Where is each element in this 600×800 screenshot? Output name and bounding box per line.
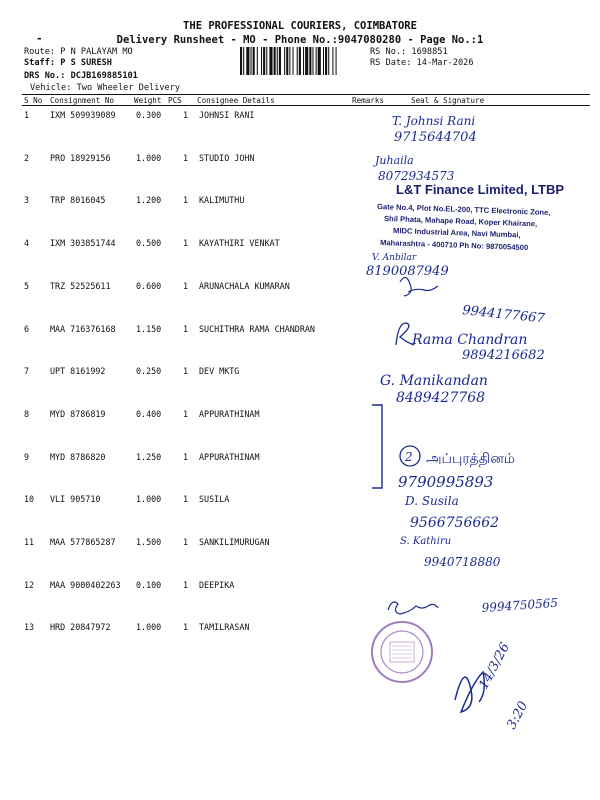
barcode-bar xyxy=(316,47,317,75)
row7-sign-phone: 8489427768 xyxy=(396,390,486,406)
row-sno: 2 xyxy=(24,152,30,163)
row-sno: 10 xyxy=(24,494,35,505)
row-sno: 4 xyxy=(24,238,30,249)
row-consignee-name: JOHNSI RANI xyxy=(199,110,255,120)
row-consignee-name: SUSILA xyxy=(199,494,230,505)
header-top-rule xyxy=(22,94,590,95)
row6-sign-phone: 9894216682 xyxy=(462,348,545,363)
stamp-line4: Maharashtra - 400710 Ph No: 9870054500 xyxy=(379,238,529,253)
row10-sign-name: D. Susila xyxy=(405,494,459,508)
row-pcs: 1 xyxy=(183,110,189,120)
row-pcs: 1 xyxy=(183,579,189,590)
row-consignee-name: DEV MKTG xyxy=(199,366,240,377)
runsheet-title: Delivery Runsheet - MO - Phone No.:9047080280 - Page No.:1 xyxy=(116,34,484,46)
barcode-bar xyxy=(323,47,324,75)
row-sno: 12 xyxy=(24,579,35,590)
row-consignment-no: TRP 8016045 xyxy=(50,195,106,206)
barcode-bar xyxy=(289,47,290,75)
row-consignee-name: KAYATHIRI VENKAT xyxy=(199,238,280,249)
row-pcs: 1 xyxy=(183,152,189,163)
row9-circle-number: 2 xyxy=(405,450,413,464)
barcode-bar xyxy=(277,47,278,75)
barcode-bar xyxy=(312,47,313,75)
row-consignee-name: SANKILIMURUGAN xyxy=(199,537,270,547)
signature-overlay xyxy=(360,100,600,800)
rows8-9-bracket xyxy=(372,405,382,488)
row-sno: 6 xyxy=(24,323,30,334)
rs-date-label: RS Date: xyxy=(370,58,412,68)
row9-sign-name: அப்புரத்தினம் xyxy=(426,450,516,466)
row11-sign-name: S. Kathiru xyxy=(400,536,452,547)
rs-date-value: 14-Mar-2026 xyxy=(416,58,474,68)
row12-sign-phone: 9994750565 xyxy=(481,595,559,615)
row5-sign-phone: 9944177667 xyxy=(461,303,546,327)
barcode-bar xyxy=(305,47,308,75)
row-consignment-no: MAA 716376168 xyxy=(50,323,116,334)
row-consignee-name: APPURATHINAM xyxy=(199,451,260,462)
barcode-bar xyxy=(325,47,327,75)
col-remarks: Remarks xyxy=(352,96,385,105)
row-sno: 7 xyxy=(24,366,30,377)
row-consignee-name: APPURATHINAM xyxy=(199,408,260,419)
row-consignment-no: IXM 303851744 xyxy=(50,238,116,249)
row-consignee-name: SUCHITHRA RAMA CHANDRAN xyxy=(199,323,315,334)
barcode-bar xyxy=(332,47,333,75)
barcode-bar xyxy=(274,47,276,75)
row-weight: 1.500 xyxy=(136,537,162,547)
barcode-bar xyxy=(261,47,262,75)
dash-mark: - xyxy=(36,32,43,45)
route-line xyxy=(24,47,133,57)
rs-no-value: 1698851 xyxy=(411,47,448,57)
staff-label: Staff: xyxy=(24,58,56,68)
barcode-bar xyxy=(297,47,298,75)
row-consignment-no: MAA 577865287 xyxy=(50,537,116,547)
stamp-line3: MIDC Industrial Area, Navi Mumbai, xyxy=(392,226,521,240)
drs-label: DRS No.: xyxy=(24,71,66,81)
row-weight: 0.300 xyxy=(136,110,162,120)
row-consignee-name: DEEPIKA xyxy=(199,579,235,590)
rs-date-line xyxy=(370,58,474,68)
drs-line xyxy=(24,71,138,81)
barcode-bar xyxy=(263,47,265,75)
barcode-bar xyxy=(279,47,281,75)
row-sno: 1 xyxy=(24,110,30,120)
row-weight: 0.250 xyxy=(136,366,162,377)
row-weight: 1.250 xyxy=(136,451,162,462)
row-sno: 11 xyxy=(24,537,35,547)
row-pcs: 1 xyxy=(183,622,189,633)
barcode-bar xyxy=(318,47,321,75)
barcode-bar xyxy=(251,47,252,75)
vehicle-line xyxy=(30,83,180,93)
sign-time: 3:20 xyxy=(504,699,532,732)
barcode-bar xyxy=(309,47,311,75)
row-pcs: 1 xyxy=(183,494,189,505)
row-weight: 0.100 xyxy=(136,579,162,590)
drs-value: DCJB169885101 xyxy=(70,71,138,81)
barcode-bar xyxy=(293,47,294,75)
row-consignee-name: STUDIO JOHN xyxy=(199,152,255,163)
barcode-bar xyxy=(246,47,249,75)
row-consignment-no: UPT 8161992 xyxy=(50,366,106,377)
row11-sign-phone: 9940718880 xyxy=(424,555,501,569)
row10-sign-phone: 9566756662 xyxy=(410,515,500,531)
row-sno: 9 xyxy=(24,451,30,462)
barcode-bar xyxy=(240,47,242,75)
row-weight: 1.150 xyxy=(136,323,162,334)
row-consignment-no: VLI 905710 xyxy=(50,494,101,505)
col-sno: S No xyxy=(24,96,43,105)
col-seal: Seal & Signature xyxy=(411,96,485,105)
row-weight: 0.400 xyxy=(136,408,162,419)
barcode-bar xyxy=(299,47,301,75)
barcode-bar xyxy=(266,47,267,75)
row-consignment-no: MYD 8786820 xyxy=(50,451,106,462)
stamp-company: L&T Finance Limited, LTBP xyxy=(396,182,565,197)
row-pcs: 1 xyxy=(183,451,189,462)
barcode-bar xyxy=(303,47,304,75)
row-consignment-no: MYD 8786819 xyxy=(50,408,106,419)
row2-sign-phone: 8072934573 xyxy=(378,169,455,183)
row-sno: 8 xyxy=(24,408,30,419)
rs-no-label: RS No.: xyxy=(370,47,407,57)
row-weight: 1.000 xyxy=(136,622,162,633)
barcode-bar xyxy=(328,47,329,75)
row-pcs: 1 xyxy=(183,537,189,547)
row-consignee-name: KALIMUTHU xyxy=(199,195,245,206)
staff-line xyxy=(24,58,112,68)
col-pcs: PCS xyxy=(168,96,182,105)
row-consignee-name: TAMILRASAN xyxy=(199,622,250,633)
stamp-line2: Shil Phata, Mahape Road, Koper Khairane, xyxy=(383,214,538,229)
col-consignee: Consignee Details xyxy=(197,96,275,105)
col-weight: Weight xyxy=(134,96,162,105)
sign-date: 14/3/26 xyxy=(476,640,514,692)
row6-sign-name: Rama Chandran xyxy=(412,332,528,348)
staff-value: P S SURESH xyxy=(60,58,112,68)
route-value: P N PALAYAM MO xyxy=(60,47,133,57)
row-weight: 1.000 xyxy=(136,494,162,505)
row-weight: 1.200 xyxy=(136,195,162,206)
row-pcs: 1 xyxy=(183,366,189,377)
row7-sign-name: G. Manikandan xyxy=(380,373,488,389)
barcode-bar xyxy=(286,47,288,75)
vehicle-label: Vehicle: xyxy=(30,83,72,93)
row1-sign-phone: 9715644704 xyxy=(394,130,477,145)
row-pcs: 1 xyxy=(183,280,189,291)
row-weight: 0.500 xyxy=(136,238,162,249)
row1-sign-name: T. Johnsi Rani xyxy=(392,114,476,128)
barcode-bar xyxy=(269,47,272,75)
row-consignment-no: HRD 20847972 xyxy=(50,622,111,633)
row-consignment-no: TRZ 52525611 xyxy=(50,280,111,291)
row-pcs: 1 xyxy=(183,195,189,206)
company-title: THE PROFESSIONAL COURIERS, COIMBATORE xyxy=(183,20,417,32)
row9-sign-phone: 9790995893 xyxy=(398,473,494,491)
stamp-line1: Gate No.4, Plot No.EL-200, TTC Electronic Zone, xyxy=(376,202,551,218)
row-consignee-name: ARUNACHALA KUMARAN xyxy=(199,280,290,291)
row-pcs: 1 xyxy=(183,238,189,249)
row-sno: 3 xyxy=(24,195,30,206)
row-pcs: 1 xyxy=(183,408,189,419)
rs-no-line xyxy=(370,47,448,57)
barcode-bar xyxy=(336,47,337,75)
row5-signature-mark xyxy=(400,277,438,296)
barcode-bar xyxy=(243,47,244,75)
barcode-bar xyxy=(253,47,255,75)
col-consignment: Consignment No xyxy=(50,96,115,105)
row-pcs: 1 xyxy=(183,323,189,334)
row-consignment-no: PRO 18929156 xyxy=(50,152,111,163)
row12-signature-mark xyxy=(388,602,438,614)
row-sno: 5 xyxy=(24,280,30,291)
row-weight: 1.000 xyxy=(136,152,162,163)
route-label: Route: xyxy=(24,47,56,57)
round-seal xyxy=(372,622,432,682)
barcode-image xyxy=(240,47,364,75)
vehicle-value: Two Wheeler Delivery xyxy=(76,83,181,93)
row4-sign-phone: 8190087949 xyxy=(366,264,449,279)
row4-sign-name: V. Anbilar xyxy=(372,253,417,263)
barcode-bar xyxy=(257,47,258,75)
barcode-bar xyxy=(284,47,285,75)
row2-sign-name: Juhaila xyxy=(375,154,414,167)
row-consignment-no: MAA 9000402263 xyxy=(50,579,121,590)
row-consignment-no: IXM 509939089 xyxy=(50,110,116,120)
row-weight: 0.600 xyxy=(136,280,162,291)
row-sno: 13 xyxy=(24,622,35,633)
